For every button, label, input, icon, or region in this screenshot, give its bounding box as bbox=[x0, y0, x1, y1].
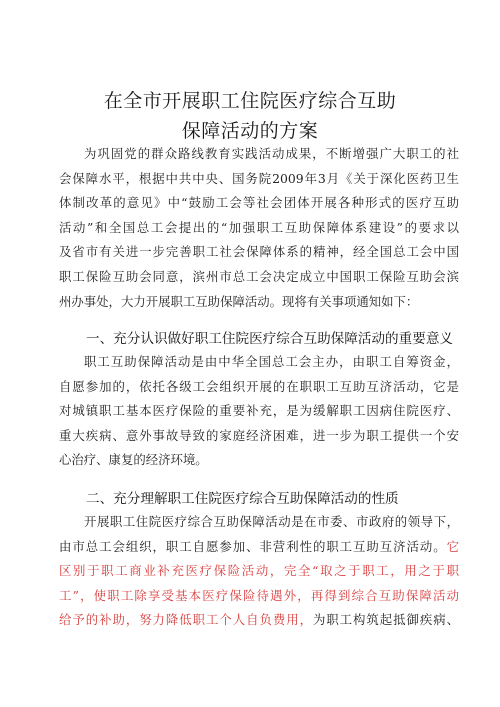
text-run: 由市总工会组织，职工自愿参加、非营利性的职工互助互济活动。 bbox=[59, 538, 447, 554]
highlighted-text: 它 bbox=[446, 538, 459, 554]
intro-paragraph bbox=[59, 142, 459, 314]
section-1-paragraph bbox=[59, 350, 459, 473]
paragraph-line: 体制改革的意见》中“鼓励工会等社会团体开展各种形式的医疗互助 bbox=[59, 195, 459, 211]
highlighted-line: 工”，使职工除享受基本医疗保险待遇外，再得到综合互助保障活动 bbox=[59, 587, 459, 603]
paragraph-line: 自愿参加的，依托各级工会组织开展的在职职工互助互济活动，它是 bbox=[59, 378, 459, 394]
text-run: 为职工构筑起抵御疾病、 bbox=[312, 612, 459, 628]
paragraph-line bbox=[59, 608, 459, 633]
paragraph-line: 重大疾病、意外事故导致的家庭经济困难，进一步为职工提供一个安 bbox=[59, 427, 459, 443]
highlighted-text: 给予的补助，努力降低职工个人自负费用， bbox=[59, 612, 313, 628]
document-title-line-1: 在全市开展职工住院医疗综合互助 bbox=[103, 90, 397, 112]
paragraph-line bbox=[59, 510, 459, 535]
section-2-heading: 二、充分理解职工住院医疗综合互助保障活动的性质 bbox=[86, 491, 399, 507]
highlighted-line: 区别于职工商业补充医疗保险活动，完全“取之于职工，用之于职 bbox=[59, 563, 459, 579]
text-run: 开展职工住院医疗综合互助保障活动是在市委、市政府的领导下， bbox=[84, 514, 459, 529]
document-title-line-2: 保障活动的方案 bbox=[181, 120, 319, 142]
paragraph-line: 会保障水平，根据中共中央、国务院2009年3月《关于深化医药卫生 bbox=[59, 170, 459, 186]
paragraph-line: 州办事处，大力开展职工互助保障活动。现将有关事项通知如下： bbox=[59, 293, 419, 309]
paragraph-line: 职工互助保障活动是由中华全国总工会主办，由职工自筹资金， bbox=[84, 354, 459, 369]
section-2-paragraph bbox=[59, 510, 459, 633]
paragraph-line: 对城镇职工基本医疗保险的重要补充，是为缓解职工因病住院医疗、 bbox=[59, 403, 459, 419]
paragraph-line: 及省市有关进一步完善职工社会保障体系的精神，经全国总工会中国 bbox=[59, 244, 459, 260]
paragraph-line: 活动”和全国总工会提出的“加强职工互助保障体系建设”的要求以 bbox=[59, 219, 459, 235]
paragraph-line: 职工保险互助会同意，滨州市总工会决定成立中国职工保险互助会滨 bbox=[59, 268, 459, 284]
paragraph-line: 为巩固党的群众路线教育实践活动成果，不断增强广大职工的社 bbox=[84, 146, 459, 161]
paragraph-line bbox=[59, 535, 459, 560]
section-1-heading: 一、充分认识做好职工住院医疗综合互助保障活动的重要意义 bbox=[86, 331, 454, 347]
paragraph-line: 心治疗、康复的经济环境。 bbox=[59, 452, 208, 468]
